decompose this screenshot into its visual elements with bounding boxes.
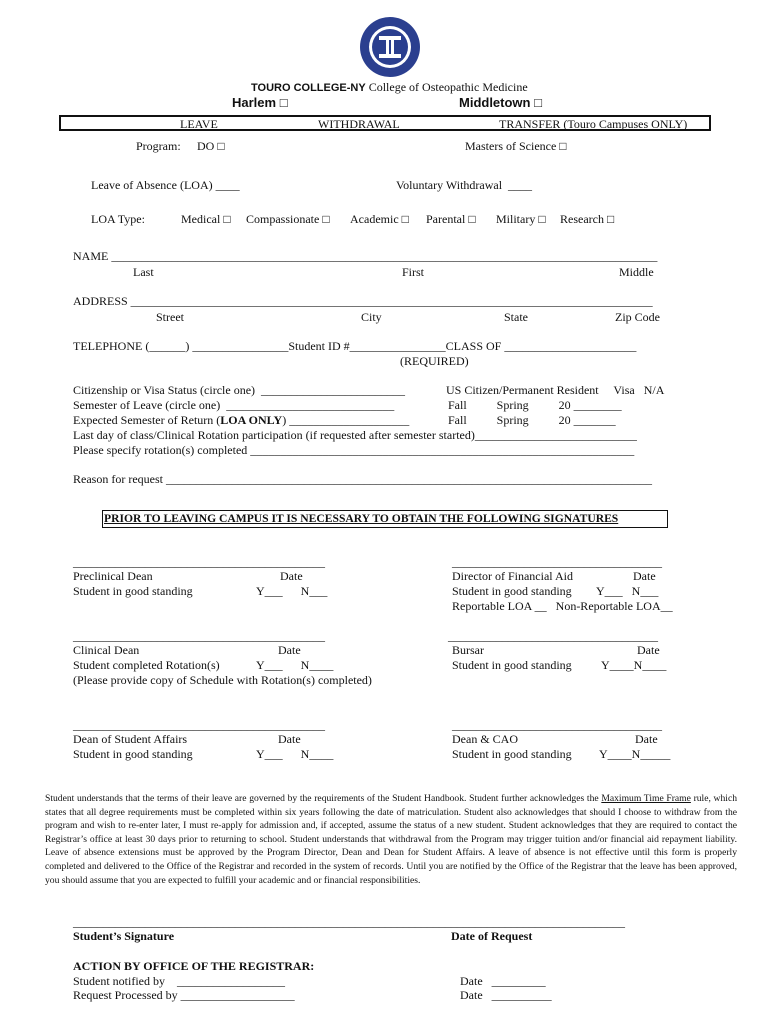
- loa-type-research[interactable]: Research □: [560, 212, 615, 226]
- college-name-rest: College of Osteopathic Medicine: [365, 80, 528, 94]
- bursar-yes-no[interactable]: Y____N____: [601, 658, 667, 672]
- student-affairs-date-label: Date: [278, 732, 301, 746]
- address-state-label: State: [504, 310, 528, 324]
- policy-text-1: Student understands that the terms of their leave are governed by the requirements of the Student Handbook. Student further acknowledges the: [45, 793, 602, 804]
- name-last-label: Last: [133, 265, 154, 279]
- withdrawal-option[interactable]: WITHDRAWAL: [318, 117, 400, 131]
- reason-field[interactable]: Reason for request _________________________________________________________________________________: [73, 472, 652, 486]
- program-do-checkbox[interactable]: DO □: [197, 139, 225, 153]
- clinical-dean-signature-line[interactable]: __________________________________________: [73, 629, 325, 643]
- preclinical-yes-no[interactable]: Y___ N___: [256, 584, 328, 598]
- maximum-time-frame-term: Maximum Time Frame: [601, 793, 691, 804]
- bursar-date-label: Date: [637, 643, 660, 657]
- preclinical-date-label: Date: [280, 569, 303, 583]
- address-field[interactable]: ADDRESS _______________________________________________________________________________________: [73, 294, 653, 308]
- financial-aid-yes-no[interactable]: Y___ N___: [596, 584, 659, 598]
- financial-aid-signature-line[interactable]: ___________________________________: [452, 555, 662, 569]
- loa-only-label: LOA ONLY: [220, 413, 283, 427]
- address-city-label: City: [361, 310, 382, 324]
- leave-option[interactable]: LEAVE: [180, 117, 218, 131]
- loa-type-medical[interactable]: Medical □: [181, 212, 231, 226]
- loa-type-academic[interactable]: Academic □: [350, 212, 409, 226]
- policy-paragraph: [45, 792, 737, 887]
- last-day-field[interactable]: Last day of class/Clinical Rotation participation (if requested after semester started)___________________________: [73, 428, 637, 442]
- bursar-signature-line[interactable]: ___________________________________: [448, 629, 658, 643]
- leave-of-absence-field[interactable]: Leave of Absence (LOA) ____: [91, 178, 240, 192]
- program-masters-checkbox[interactable]: Masters of Science □: [465, 139, 567, 153]
- student-affairs-yes-no[interactable]: Y___ N____: [256, 747, 334, 761]
- telephone-studentid-class-field[interactable]: TELEPHONE (______) ________________Student ID #________________CLASS OF ______________________: [73, 339, 637, 353]
- voluntary-withdrawal-field[interactable]: Voluntary Withdrawal ____: [396, 178, 533, 192]
- required-note: (REQUIRED): [400, 354, 469, 368]
- clinical-date-label: Date: [278, 643, 301, 657]
- financial-aid-date-label: Date: [633, 569, 656, 583]
- financial-aid-good-standing: Student in good standing: [452, 584, 572, 598]
- name-middle-label: Middle: [619, 265, 654, 279]
- preclinical-dean-label: Preclinical Dean: [73, 569, 153, 583]
- program-label: Program:: [136, 139, 181, 153]
- preclinical-dean-signature-line[interactable]: __________________________________________: [73, 555, 325, 569]
- rotations-field[interactable]: Please specify rotation(s) completed ________________________________________________________________: [73, 443, 635, 457]
- college-title: [251, 80, 528, 95]
- financial-aid-label: Director of Financial Aid: [452, 569, 573, 583]
- college-name-bold: TOURO COLLEGE-NY: [251, 82, 366, 94]
- date-of-request-label: Date of Request: [451, 929, 533, 943]
- bursar-good-standing: Student in good standing: [452, 658, 572, 672]
- dean-cao-yes-no[interactable]: Y____N_____: [599, 747, 671, 761]
- loa-type-label: LOA Type:: [91, 212, 145, 226]
- address-zip-label: Zip Code: [615, 310, 660, 324]
- request-processed-field[interactable]: Request Processed by ___________________: [73, 988, 295, 1002]
- semester-leave-field[interactable]: Semester of Leave (circle one) ____________________________: [73, 398, 395, 412]
- clinical-yes-no[interactable]: Y___ N____: [256, 658, 334, 672]
- touro-logo: [359, 16, 421, 78]
- completed-rotation-label: Student completed Rotation(s): [73, 658, 220, 672]
- notified-date-field[interactable]: Date _________: [460, 974, 546, 988]
- loa-type-compassionate[interactable]: Compassionate □: [246, 212, 330, 226]
- citizenship-field[interactable]: Citizenship or Visa Status (circle one) ________________________: [73, 383, 406, 397]
- loa-type-parental[interactable]: Parental □: [426, 212, 476, 226]
- name-field[interactable]: NAME ___________________________________________________________________________________________: [73, 249, 658, 263]
- address-street-label: Street: [156, 310, 184, 324]
- student-notified-field[interactable]: Student notified by __________________: [73, 974, 285, 988]
- student-affairs-good-standing: Student in good standing: [73, 747, 193, 761]
- student-signature-label: Student’s Signature: [73, 929, 175, 943]
- bursar-label: Bursar: [452, 643, 484, 657]
- expected-return-suffix: ) ____________________: [282, 413, 410, 427]
- campus-harlem-checkbox[interactable]: Harlem □: [232, 95, 288, 110]
- dean-cao-date-label: Date: [635, 732, 658, 746]
- citizenship-options[interactable]: US Citizen/Permanent Resident Visa N/A: [446, 383, 665, 397]
- dean-cao-good-standing: Student in good standing: [452, 747, 572, 761]
- clinical-dean-label: Clinical Dean: [73, 643, 140, 657]
- schedule-note: (Please provide copy of Schedule with Rotation(s) completed): [73, 673, 372, 687]
- campus-middletown-checkbox[interactable]: Middletown □: [459, 95, 542, 110]
- dean-cao-label: Dean & CAO: [452, 732, 518, 746]
- reportable-loa-field[interactable]: Reportable LOA __ Non-Reportable LOA__: [452, 599, 673, 613]
- student-affairs-signature-line[interactable]: __________________________________________: [73, 718, 325, 732]
- semester-leave-options[interactable]: Fall Spring 20 ________: [448, 398, 622, 412]
- transfer-option[interactable]: TRANSFER (Touro Campuses ONLY): [499, 117, 688, 131]
- processed-date-field[interactable]: Date __________: [460, 988, 552, 1002]
- name-first-label: First: [402, 265, 425, 279]
- registrar-action-title: ACTION BY OFFICE OF THE REGISTRAR:: [73, 959, 315, 973]
- expected-return-prefix: Expected Semester of Return (: [73, 413, 221, 427]
- preclinical-good-standing: Student in good standing: [73, 584, 193, 598]
- expected-return-options[interactable]: Fall Spring 20 _______: [448, 413, 616, 427]
- expected-return-field[interactable]: [73, 413, 409, 427]
- loa-type-military[interactable]: Military □: [496, 212, 546, 226]
- policy-text-2: rule, which states that all degree requirements must be completed within six years following the date of matriculation. Student also acknowledges that should I choose to withdraw from the program and wish to re-enter later, I must re-apply for admission and, if accepted, assume the status of a new student. Student acknowledges that they are required to contact the Registrar’s office at least 30 days prior to returning to school. Student understands that withdrawal from the Program may trigger tuition and/or financial aid repayment liability. Leave of absence extensions must be approved by the Program Director, Dean and Dean for Student Affairs. A leave of absence is not effective until this form is properly completed and delivered to the Office of the Registrar and recorded in the system of records. Until you are notified by the Office of the Registrar that the leave has been approved, you should assume that you are expected to fulfill your academic and or financial responsibilities.: [45, 793, 738, 886]
- dean-cao-signature-line[interactable]: ___________________________________: [452, 718, 662, 732]
- signatures-banner: PRIOR TO LEAVING CAMPUS IT IS NECESSARY TO OBTAIN THE FOLLOWING SIGNATURES: [104, 512, 619, 525]
- student-signature-line[interactable]: ____________________________________________________________________________________________: [73, 915, 625, 929]
- dean-student-affairs-label: Dean of Student Affairs: [73, 732, 188, 746]
